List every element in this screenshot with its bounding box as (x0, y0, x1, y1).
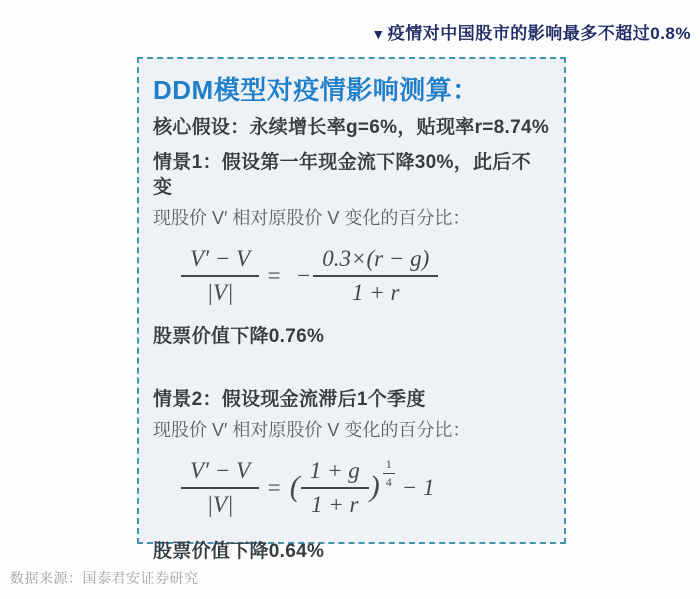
lhs-numerator: V′ − V (181, 458, 259, 489)
rhs-numerator: 0.3×(r − g) (313, 246, 438, 277)
down-triangle-icon: ▼ (371, 26, 386, 42)
scenario1-description: 现股价 V′ 相对原股价 V 变化的百分比： (153, 208, 471, 228)
scenario2-result: 股票价值下降0.64% (153, 541, 325, 562)
exponent-denominator: 4 (385, 474, 392, 489)
close-paren: ) (369, 470, 380, 503)
lhs-denominator: |V| (206, 280, 234, 305)
open-paren: ( (289, 470, 300, 503)
rhs-denominator: 1 + r (352, 280, 400, 305)
scenario1-heading: 情景1：假设第一年现金流下降30%，此后不变 (153, 152, 531, 198)
ddm-panel (137, 57, 566, 562)
scenario2-formula (181, 457, 550, 519)
scenario1-result: 股票价值下降0.76% (153, 326, 325, 347)
exponent-numerator: 1 (383, 457, 395, 474)
data-source: 数据来源：国泰君安证券研究 (10, 570, 199, 586)
panel-title: DDM模型对疫情影响测算： (153, 75, 479, 105)
scenario2-description: 现股价 V′ 相对原股价 V 变化的百分比： (153, 420, 471, 440)
lhs-fraction (181, 458, 259, 518)
rhs-fraction (313, 246, 438, 306)
lhs-fraction (181, 246, 259, 306)
scenario1-formula (181, 245, 550, 307)
inner-numerator: 1 + g (301, 458, 369, 489)
scenario2-heading: 情景2：假设现金流滞后1个季度 (153, 389, 426, 410)
lhs-numerator: V′ − V (181, 246, 259, 277)
lhs-denominator: |V| (206, 492, 234, 517)
inner-denominator: 1 + r (310, 492, 359, 517)
callout-text: 疫情对中国股市的影响最多不超过0.8% (387, 24, 691, 43)
exponent-fraction (383, 457, 395, 490)
core-assumption-line: 核心假设：永续增长率g=6%，贴现率r=8.74% (153, 117, 550, 138)
minus-sign: − (295, 263, 312, 288)
callout (371, 19, 691, 44)
equals-sign: = (266, 475, 282, 500)
minus-one: − 1 (401, 475, 435, 500)
inner-fraction (301, 458, 369, 518)
equals-sign: = (266, 263, 282, 288)
